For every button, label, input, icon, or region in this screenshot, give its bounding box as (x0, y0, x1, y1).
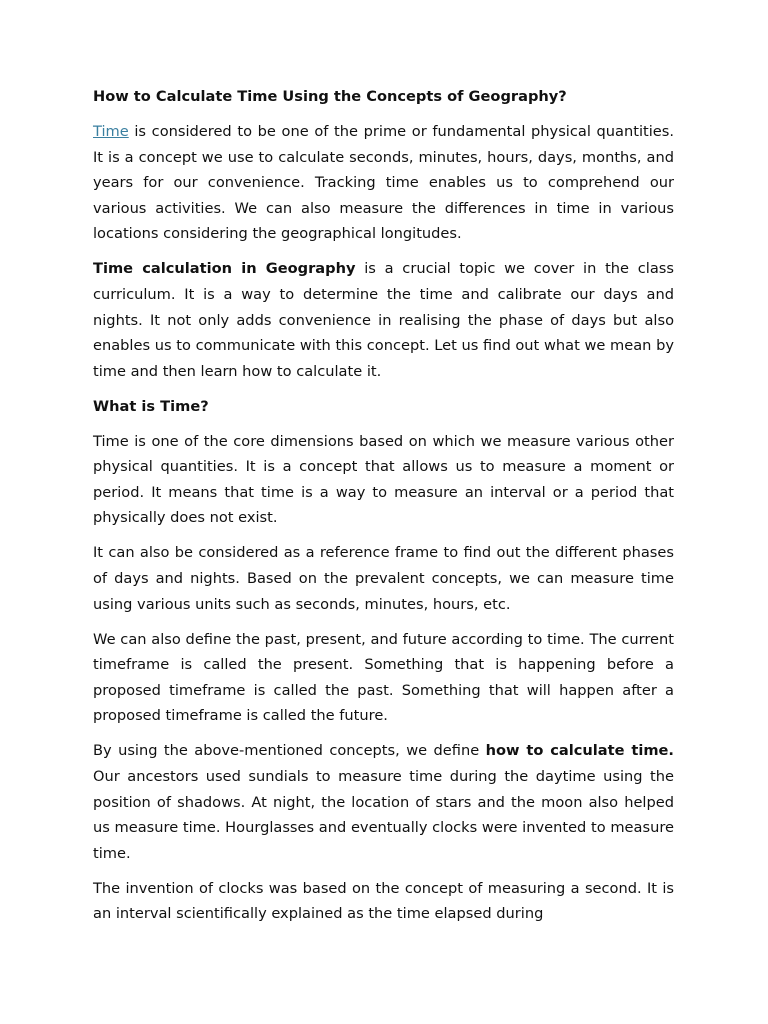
calculation-text: is a crucial topic we cover in the class curriculum. It is a way to determine the time and calibrate our days and nights. It not only adds convenience in realising the phase of days but also enables us to communicate with this concept. Let us find out what we mean by time and then learn how to calculate it. (93, 260, 674, 380)
past-present-future-paragraph: We can also define the past, present, and future according to time. The current timeframe is called the present. Something that is happening before a proposed timeframe is called the past. Something that will happen after a proposed timeframe is called the future. (93, 630, 674, 725)
what-is-time-heading: What is Time? (93, 397, 209, 415)
define-calculation-paragraph (93, 738, 674, 866)
define-text-before: By using the above-mentioned concepts, we define (93, 742, 486, 760)
define-bold-term: how to calculate time. (485, 742, 674, 760)
document-title: How to Calculate Time Using the Concepts of Geography? (93, 88, 567, 105)
intro-text: is considered to be one of the prime or fundamental physical quantities. It is a concept we use to calculate seconds, minutes, hours, days, months, and years for our convenience. Tracking time enables us to comprehend our various activities. We can also measure the differences in time in various locations considering the geographical longitudes. (93, 122, 674, 243)
calculation-bold-term: Time calculation in Geography (93, 260, 356, 278)
define-text-after: Our ancestors used sundials to measure time during the daytime using the position of shadows. At night, the location of stars and the moon also helped us measure time. Hourglasses and eventually clocks were invented to measure time. (93, 767, 674, 862)
time-link[interactable]: Time (93, 122, 129, 140)
clocks-paragraph: The invention of clocks was based on the concept of measuring a second. It is an interval scientifically explained as the time elapsed during (93, 879, 674, 923)
document-page (93, 84, 674, 936)
reference-frame-paragraph: It can also be considered as a reference frame to find out the different phases of days and nights. Based on the prevalent concepts, we can measure time using various units such as seconds, minutes, hours, etc. (93, 544, 674, 613)
core-dimension-paragraph: Time is one of the core dimensions based on which we measure various other physical quantities. It is a concept that allows us to measure a moment or period. It means that time is a way to measure an interval or a period that physically does not exist. (93, 432, 674, 527)
intro-paragraph (93, 119, 674, 247)
calculation-paragraph (93, 256, 674, 384)
